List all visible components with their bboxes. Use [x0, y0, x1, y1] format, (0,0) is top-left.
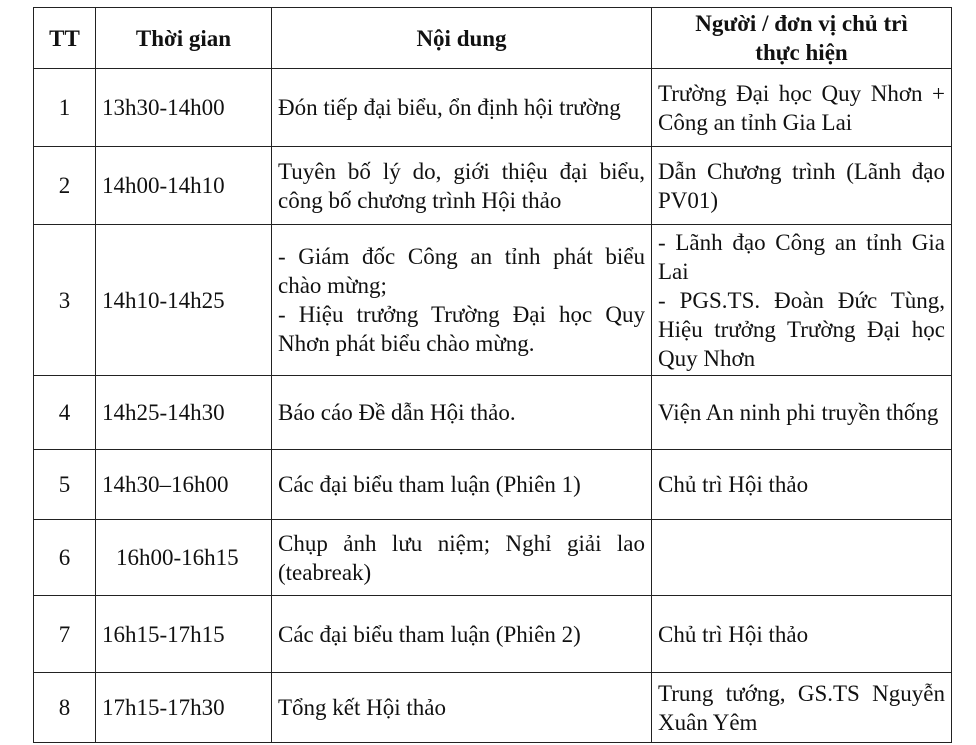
- row-owner: [652, 69, 952, 147]
- content-line: Các đại biểu tham luận (Phiên 2): [278, 621, 581, 647]
- content-line: Đón tiếp đại biểu, ổn định hội trường: [278, 95, 621, 120]
- table-row: [34, 673, 952, 743]
- table-row: [34, 376, 952, 450]
- row-number: 2: [34, 147, 96, 225]
- table-row: [34, 596, 952, 673]
- row-number: 7: [34, 596, 96, 673]
- table-row: [34, 520, 952, 596]
- row-number: 8: [34, 673, 96, 743]
- row-owner: [652, 596, 952, 673]
- row-number: 4: [34, 376, 96, 450]
- row-number: 3: [34, 225, 96, 376]
- owner-line: Chủ trì Hội thảo: [658, 472, 809, 497]
- owner-line: - PGS.TS. Đoàn Đức Tùng, Hiệu trưởng Trường Đại học Quy Nhơn: [658, 287, 945, 371]
- content-line: Báo cáo Đề dẫn Hội thảo.: [278, 400, 516, 425]
- owner-line: Viện An ninh phi truyền thống: [658, 400, 939, 425]
- header-content: Nội dung: [272, 8, 652, 69]
- table-row: [34, 69, 952, 147]
- header-owner-line2: thực hiện: [755, 40, 848, 65]
- row-content: [272, 69, 652, 147]
- content-line: Chụp ảnh lưu niệm; Nghỉ giải lao (teabreak): [278, 530, 645, 585]
- header-owner: [652, 8, 952, 69]
- row-content: [272, 450, 652, 520]
- row-time: 16h15-17h15: [96, 596, 272, 673]
- schedule-table: [33, 7, 952, 743]
- header-tt: TT: [34, 8, 96, 69]
- row-content: [272, 520, 652, 596]
- header-row: [34, 8, 952, 69]
- row-content: [272, 673, 652, 743]
- row-owner: [652, 673, 952, 743]
- row-number: 1: [34, 69, 96, 147]
- content-line: - Giám đốc Công an tỉnh phát biểu chào mừng;: [278, 244, 645, 298]
- table-row: [34, 147, 952, 225]
- row-content: [272, 225, 652, 376]
- row-owner: [652, 225, 952, 376]
- row-time: 14h00-14h10: [96, 147, 272, 225]
- row-content: [272, 596, 652, 673]
- owner-line: Chủ trì Hội thảo: [658, 621, 809, 647]
- row-number: 5: [34, 450, 96, 520]
- row-time: 14h25-14h30: [96, 376, 272, 450]
- row-time: 14h10-14h25: [96, 225, 272, 376]
- content-line: Tuyên bố lý do, giới thiệu đại biểu, công bố chương trình Hội thảo: [278, 158, 645, 213]
- row-number: 6: [34, 520, 96, 596]
- row-owner: [652, 450, 952, 520]
- row-time: 16h00-16h15: [96, 520, 272, 596]
- owner-line: - Lãnh đạo Công an tỉnh Gia Lai: [658, 229, 945, 284]
- content-line: - Hiệu trưởng Trường Đại học Quy Nhơn phát biểu chào mừng.: [278, 302, 645, 356]
- owner-line: Trung tướng, GS.TS Nguyễn Xuân Yêm: [658, 680, 945, 735]
- row-content: [272, 376, 652, 450]
- content-line: Các đại biểu tham luận (Phiên 1): [278, 472, 581, 497]
- row-time: 14h30–16h00: [96, 450, 272, 520]
- row-owner: [652, 520, 952, 596]
- row-owner: [652, 376, 952, 450]
- row-time: 17h15-17h30: [96, 673, 272, 743]
- row-time: 13h30-14h00: [96, 69, 272, 147]
- row-content: [272, 147, 652, 225]
- header-owner-line1: Người / đơn vị chủ trì: [695, 11, 908, 36]
- table-row: [34, 450, 952, 520]
- owner-line: Trường Đại học Quy Nhơn + Công an tỉnh Gia Lai: [658, 80, 945, 135]
- table-row: [34, 225, 952, 376]
- header-time: Thời gian: [96, 8, 272, 69]
- owner-line: Dẫn Chương trình (Lãnh đạo PV01): [658, 158, 945, 213]
- row-owner: [652, 147, 952, 225]
- content-line: Tổng kết Hội thảo: [278, 695, 446, 720]
